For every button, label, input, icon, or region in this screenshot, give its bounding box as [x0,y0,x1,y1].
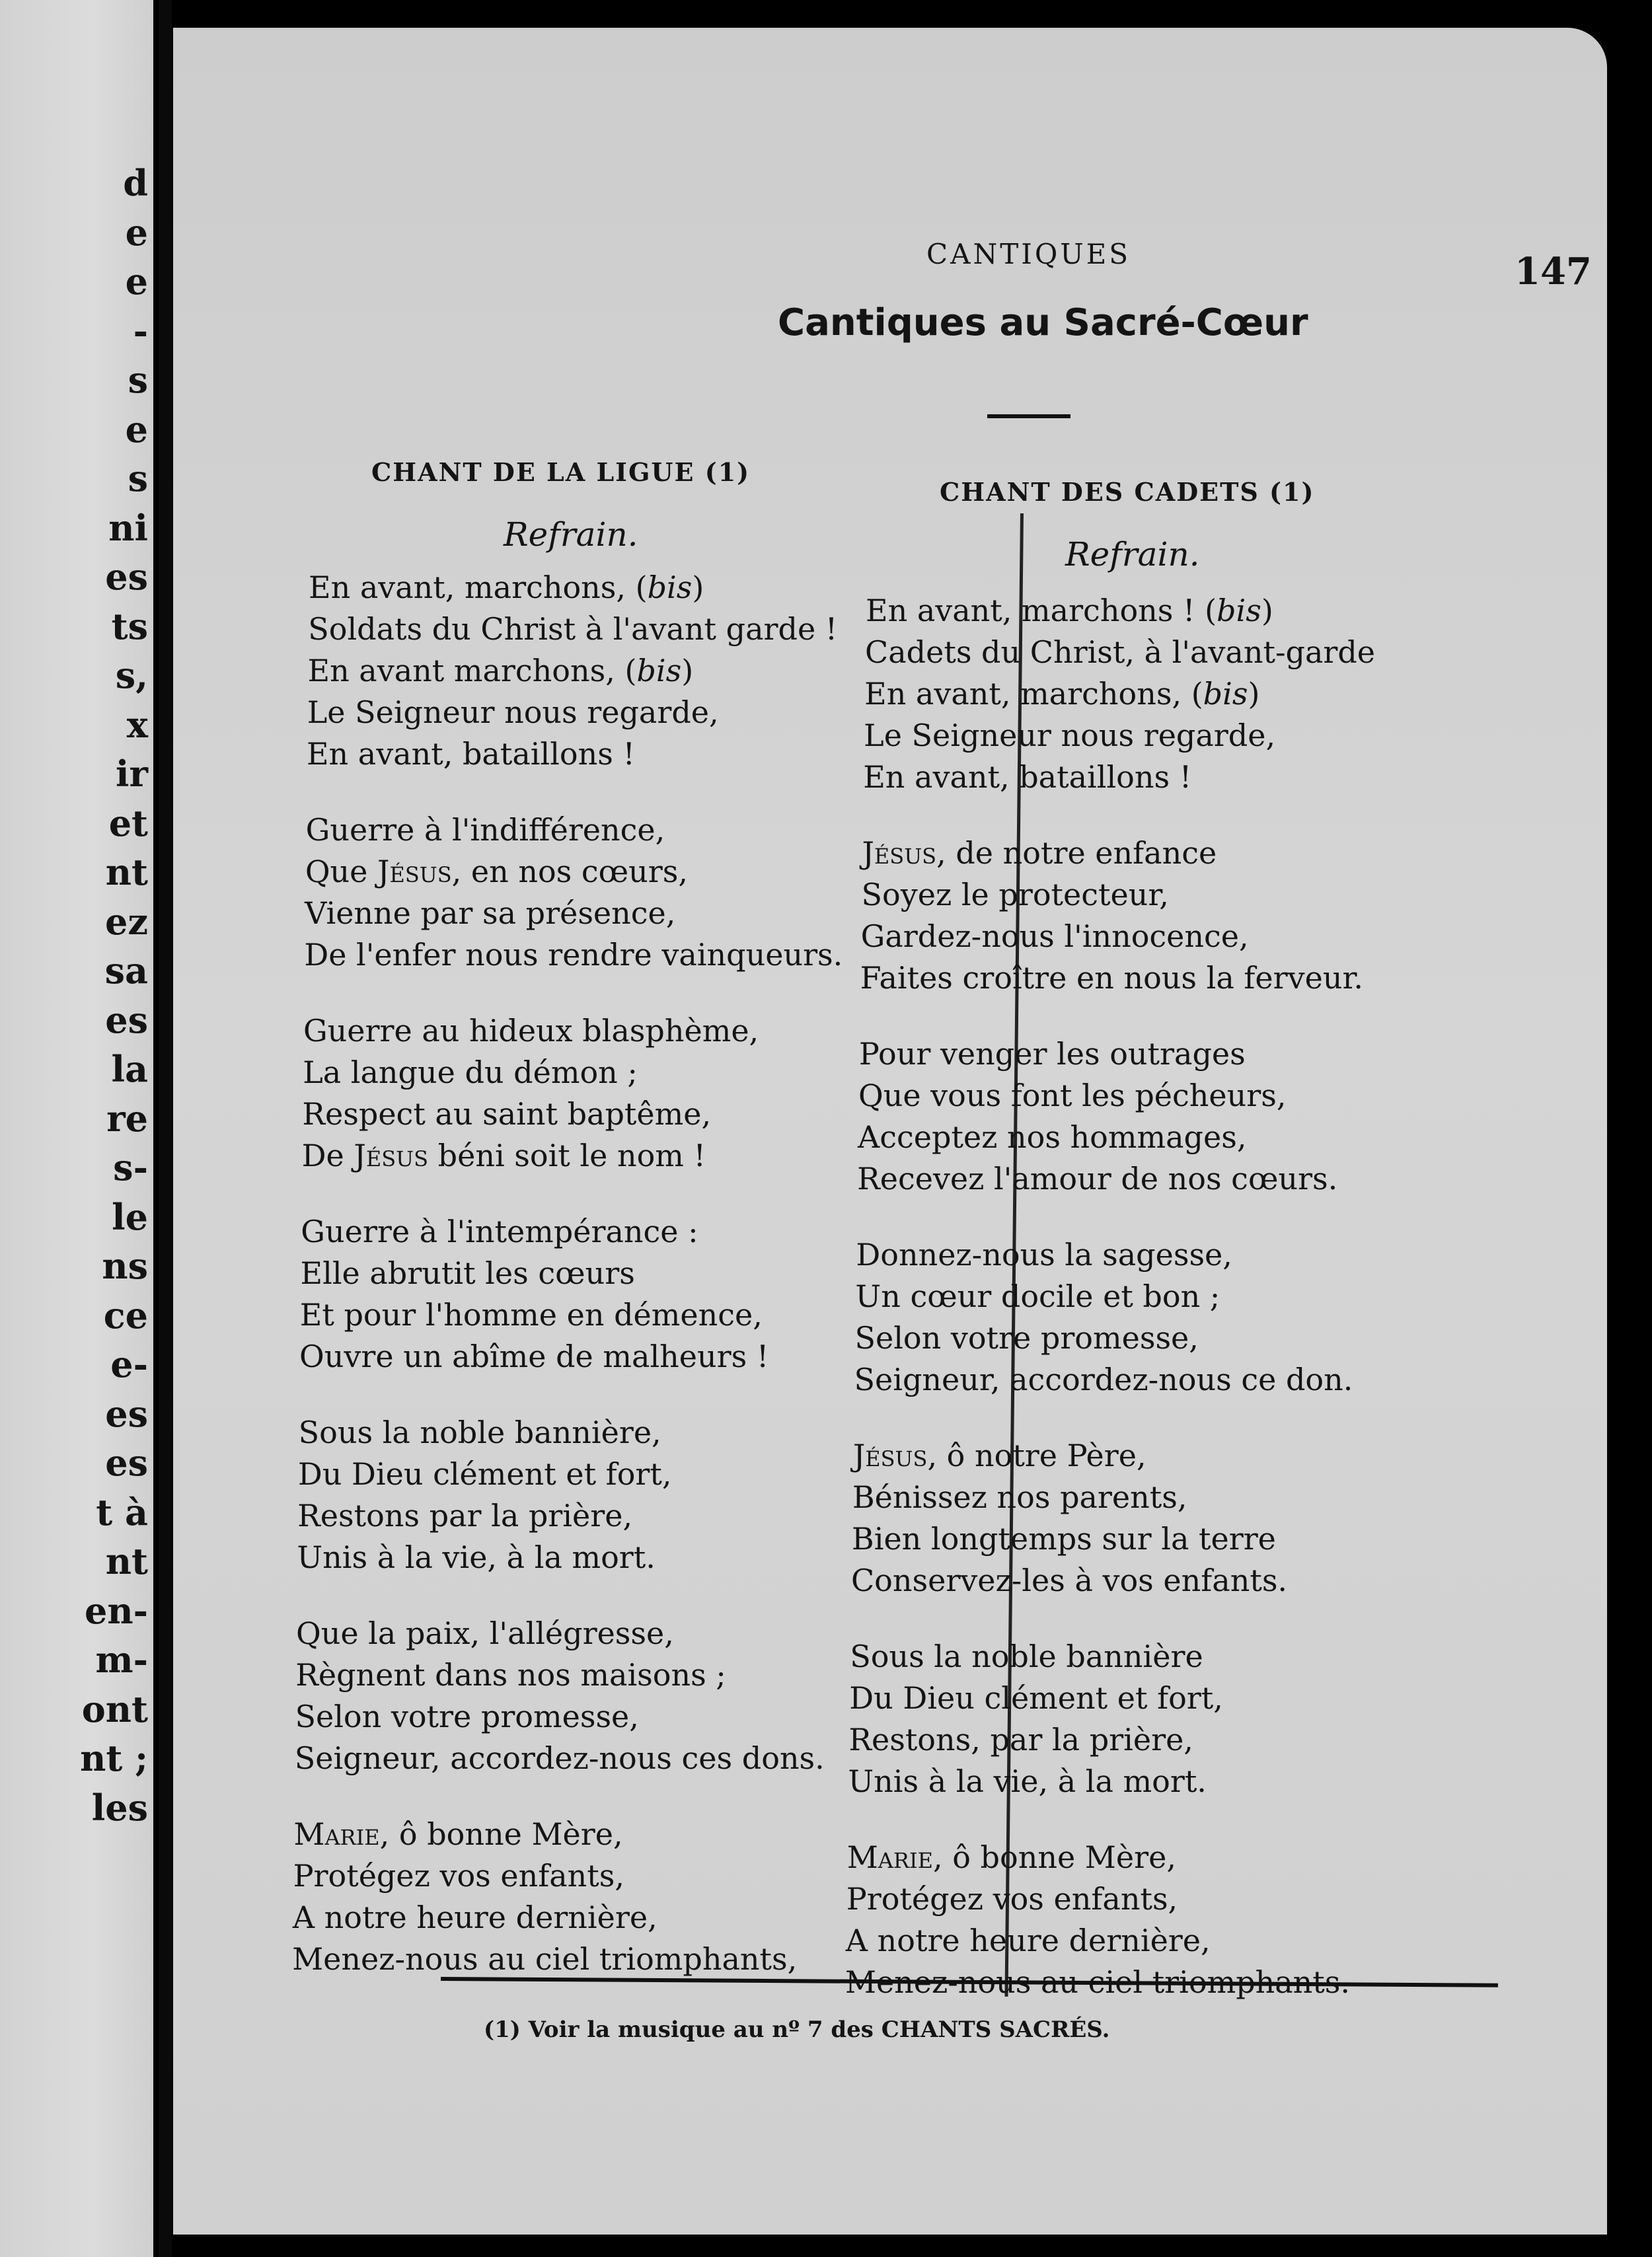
right-column-verse-line: Soyez le protecteur, [861,877,1169,912]
left-column-verse-line: Du Dieu clément et fort, [297,1456,672,1492]
right-column-verse-line: Pour venger les outrages [858,1036,1246,1072]
left-column-verse-line: En avant, bataillons ! [306,736,635,772]
right-column-verse-line: Donnez-nous la sagesse, [856,1237,1232,1273]
title-rule [987,414,1070,418]
right-column-verse-line: Que vous font les pécheurs, [858,1078,1287,1113]
left-column-title: CHANT DE LA LIGUE (1) [371,457,751,487]
left-column-verse-line: De Jésus béni soit le nom ! [301,1138,706,1173]
left-column-verse-line: Le Seigneur nous regarde, [307,694,719,730]
left-column-verse-line: Protégez vos enfants, [293,1858,625,1894]
right-column-verse-line: Acceptez nos hommages, [858,1119,1247,1155]
facing-page-fragment: et [108,801,148,844]
facing-page-fragment: es [105,998,148,1041]
right-column-verse-line: Cadets du Christ, à l'avant-garde [865,634,1376,670]
left-column-verse-line: Unis à la vie, à la mort. [297,1539,656,1575]
facing-page-fragment: en- [84,1589,148,1632]
right-column-verse-line: Sous la noble bannière [850,1639,1203,1674]
left-column-verse-line: Marie, ô bonne Mère, [293,1816,623,1852]
page-title: Cantiques au Sacré-Cœur [778,301,1308,344]
facing-page-fragment: nt [105,851,148,893]
right-column-verse-line: Marie, ô bonne Mère, [846,1839,1176,1875]
facing-page-fragment: la [111,1048,148,1090]
left-column-verse-line: Menez-nous au ciel triomphants, [292,1941,798,1977]
facing-page-fragment: sa [104,949,148,992]
right-column-verse-line: Jésus, ô notre Père, [852,1438,1146,1473]
left-column-verse-line: Seigneur, accordez-nous ces dons. [294,1740,825,1776]
facing-page-text [0,0,153,2257]
facing-page-fragment: d [123,162,148,204]
right-column-verse-line: Recevez l'amour de nos cœurs. [857,1161,1338,1197]
right-column-verse-line: Bénissez nos parents, [852,1479,1187,1515]
left-column-verse-line: De l'enfer nous rendre vainqueurs. [304,937,843,973]
left-column-verse-line: Guerre à l'indifférence, [305,812,665,848]
left-column-verse-line: Ouvre un abîme de malheurs ! [299,1339,769,1374]
right-column-verse-line: Un cœur docile et bon ; [855,1278,1220,1314]
facing-page-fragment: x [126,703,148,746]
right-column-verse-line: Unis à la vie, à la mort. [848,1763,1207,1799]
facing-page-fragment: e- [110,1343,148,1386]
right-column-verse-line: Le Seigneur nous regarde, [864,718,1276,753]
facing-page-fragment: re [106,1097,148,1140]
left-column-verse-line: Que la paix, l'allégresse, [296,1615,674,1651]
right-column-verse-line: En avant, marchons ! (bis) [866,593,1273,628]
facing-page-fragment: t à [96,1491,148,1534]
left-column-verse-line: Règnent dans nos maisons ; [295,1657,726,1693]
right-column-verse-line: Du Dieu clément et fort, [849,1680,1223,1716]
facing-page-fragment: s [128,457,148,500]
left-column-verse-line: Respect au saint baptême, [302,1096,712,1132]
left-column-verse-line: Elle abrutit les cœurs [300,1255,635,1291]
facing-page-fragment: les [91,1786,148,1829]
left-column-verse-line: En avant, marchons, (bis) [309,570,704,605]
right-column-verse-line: Protégez vos enfants, [846,1881,1178,1917]
right-column-verse-line: En avant, bataillons ! [863,759,1192,795]
left-column-verse-line: En avant marchons, (bis) [307,653,694,688]
right-column-title: CHANT DES CADETS (1) [940,477,1315,507]
right-column-verse-line: Bien longtemps sur la terre [851,1521,1276,1557]
facing-page-fragment: e [125,408,148,451]
running-head: CANTIQUES [926,238,1131,270]
facing-page-fragment: s- [113,1146,148,1189]
facing-page-fragment: ont [81,1687,148,1730]
left-column-verse-line: Guerre à l'intempérance : [301,1214,698,1249]
facing-page-fragment: ts [111,605,148,648]
right-column-verse-line: Conservez-les à vos enfants. [850,1563,1288,1598]
facing-page-fragment: ir [116,753,148,795]
facing-page-fragment: es [105,556,148,598]
left-column-verse-line: Guerre au hideux blasphème, [303,1013,759,1049]
left-column-verse-line: Soldats du Christ à l'avant garde ! [308,611,838,647]
left-column-verse-line: Vienne par sa présence, [305,895,676,931]
left-column-subtitle: Refrain. [504,515,638,554]
right-column-verse-line: Faites croître en nous la ferveur. [860,960,1364,996]
left-column-verse-line: Sous la noble bannière, [298,1415,661,1450]
facing-page-edge [0,0,153,2257]
left-column-verse-line: La langue du démon ; [303,1054,638,1090]
facing-page-fragment: es [105,1392,148,1435]
facing-page-fragment: es [105,1442,148,1484]
right-column-verse-line: Restons, par la prière, [848,1722,1193,1758]
facing-page-fragment: ez [104,900,148,943]
page-number: 147 [1515,250,1592,293]
facing-page-fragment: s, [115,654,148,696]
left-column-verse-line: A notre heure dernière, [292,1900,657,1935]
facing-page-fragment: ns [102,1245,148,1287]
page [173,28,1607,2235]
left-column-verse-line: Selon votre promesse, [295,1699,639,1734]
right-column-verse-line: Seigneur, accordez-nous ce don. [854,1362,1353,1397]
facing-page-fragment: nt [105,1540,148,1582]
facing-page-fragment: m- [95,1639,148,1681]
right-column-verse-line: Jésus, de notre enfance [862,835,1217,871]
left-column-verse-line: Et pour l'homme en démence, [299,1297,763,1333]
right-column-verse-line: Gardez-nous l'innocence, [860,918,1249,954]
facing-page-fragment: nt ; [80,1737,148,1779]
left-column-verse-line: Restons par la prière, [297,1498,633,1534]
facing-page-fragment: e [125,260,148,303]
facing-page-fragment: s [128,359,148,401]
facing-page-fragment: - [133,309,148,352]
right-column-subtitle: Refrain. [1065,535,1200,574]
facing-page-fragment: ce [103,1294,148,1337]
left-column-verse-line: Que Jésus, en nos cœurs, [305,854,688,889]
right-column-verse-line: En avant, marchons, (bis) [864,676,1260,712]
facing-page-fragment: le [112,1195,148,1238]
right-column-verse-line: A notre heure dernière, [845,1923,1211,1958]
facing-page-fragment: ni [108,506,148,549]
facing-page-fragment: e [125,211,148,254]
book-gutter [159,0,172,2257]
right-column-verse-line: Selon votre promesse, [854,1320,1199,1356]
footnote: (1) Voir la musique au nº 7 des CHANTS SACRÉS. [484,2016,1110,2043]
